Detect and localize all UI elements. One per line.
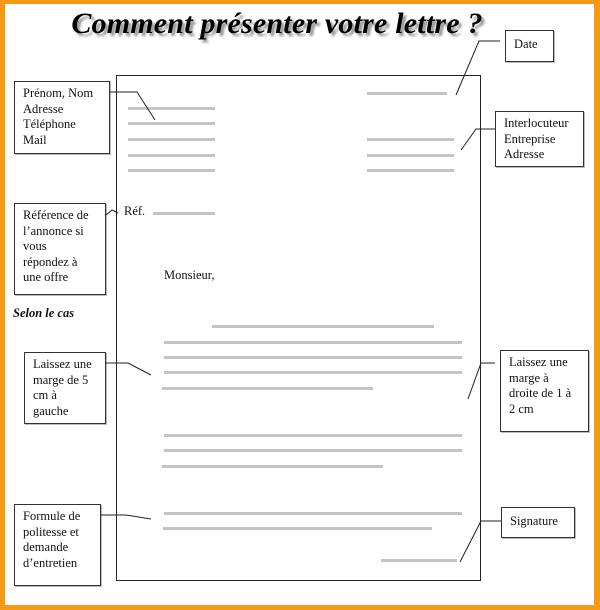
callout-text: répondez à: [23, 254, 78, 269]
callout-text: politesse et: [23, 524, 79, 539]
sender-line: [128, 154, 215, 157]
ref-label: Réf.: [124, 204, 146, 218]
recipient-line: [367, 138, 454, 141]
callout-text: demande: [23, 540, 69, 554]
callout-text: Prénom, Nom: [23, 86, 94, 100]
sender-line: [128, 169, 215, 172]
sender-line: [128, 138, 215, 141]
diagram-title: Comment présenter votre lettre ?: [71, 7, 483, 40]
callout-recipient: [495, 111, 584, 167]
body-line: [164, 341, 462, 344]
callout-left-margin: [24, 352, 106, 424]
date-line: [367, 92, 447, 95]
letter-layout-diagram: [5, 4, 594, 605]
sender-line: [128, 122, 215, 125]
letter-page: [116, 75, 481, 581]
callout-text: droite de 1 à: [509, 386, 572, 400]
callout-text: marge à: [509, 370, 549, 385]
body-line: [162, 387, 373, 390]
reference-note: Selon le cas: [13, 306, 75, 320]
callout-sender: [14, 81, 110, 154]
callout-reference: [14, 203, 106, 295]
callout-date: [505, 30, 554, 62]
callout-text: 2 cm: [509, 401, 534, 416]
callout-text: Téléphone: [23, 117, 76, 131]
callout-text: Formule de: [23, 509, 81, 523]
callout-text: Adresse: [504, 147, 545, 161]
sender-line: [128, 107, 215, 110]
signature-line: [381, 559, 457, 562]
salutation: Monsieur,: [164, 268, 215, 282]
closing-line: [163, 527, 432, 530]
callout-text: Référence de: [23, 208, 89, 222]
body-line: [212, 325, 434, 328]
callout-text: Interlocuteur: [504, 116, 569, 130]
callout-closing: [14, 504, 101, 586]
recipient-line: [367, 169, 454, 172]
body-line: [164, 434, 462, 437]
callout-text: d’entretien: [23, 555, 78, 570]
callout-text: cm à: [33, 388, 57, 402]
callout-text: Signature: [510, 514, 558, 528]
closing-line: [164, 512, 462, 515]
callout-text: Laissez une: [509, 355, 568, 369]
body-line: [162, 465, 383, 468]
ref-line: [153, 212, 215, 215]
callout-text: une offre: [23, 270, 69, 284]
callout-text: gauche: [33, 403, 69, 418]
callout-text: Date: [514, 37, 538, 51]
callout-signature: [501, 507, 575, 538]
callout-text: Laissez une: [33, 357, 92, 371]
callout-text: marge de 5: [33, 372, 89, 387]
body-line: [164, 371, 462, 374]
body-line: [164, 356, 462, 359]
callout-text: vous: [23, 239, 47, 253]
callout-text: Mail: [23, 132, 47, 147]
body-line: [164, 449, 462, 452]
callout-text: Entreprise: [504, 131, 556, 146]
callout-text: Adresse: [23, 101, 64, 116]
callout-text: l’annonce si: [23, 223, 84, 238]
recipient-line: [367, 154, 454, 157]
callout-right-margin: [500, 350, 589, 432]
